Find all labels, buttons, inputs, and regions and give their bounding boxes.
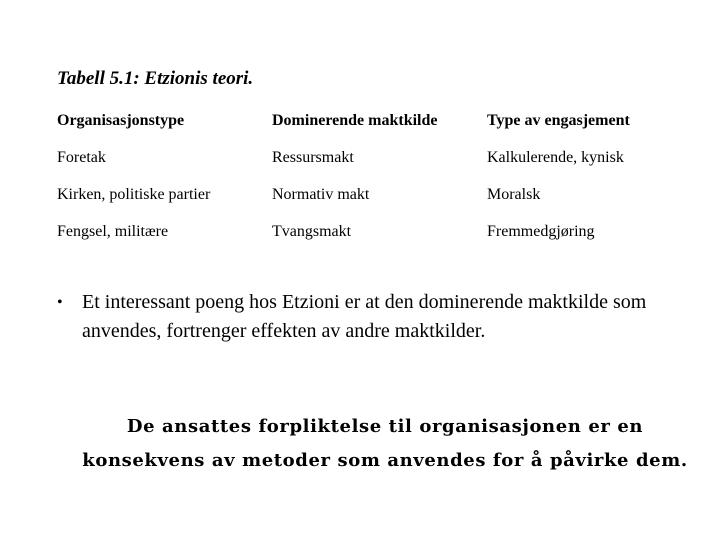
table-row	[57, 176, 667, 213]
table-row	[57, 213, 667, 250]
bullet-point	[57, 288, 697, 346]
table-cell: Kirken, politiske partier	[57, 185, 211, 203]
table-cell: Foretak	[57, 148, 106, 166]
table-row	[57, 139, 667, 176]
table-cell: Ressursmakt	[272, 148, 354, 166]
table-cell: Kalkulerende, kynisk	[487, 148, 624, 166]
header-type-av-engasjement: Type av engasjement	[487, 111, 630, 129]
conclusion-text: De ansattes forpliktelse til organisasjonen er en konsekvens av metoder som anvendes for å påvirke dem.	[82, 416, 688, 471]
table-cell: Fengsel, militære	[57, 222, 169, 240]
bullet-text: Et interessant poeng hos Etzioni er at den dominerende maktkilde som anvendes, fortrenger effekten av andre maktkilder.	[82, 291, 647, 342]
table-title: Tabell 5.1: Etzionis teori.	[57, 68, 254, 89]
etzioni-table	[57, 102, 667, 250]
table-header-row	[57, 102, 667, 139]
header-dominerende-maktkilde: Dominerende maktkilde	[272, 111, 438, 129]
table-cell: Tvangsmakt	[272, 222, 352, 240]
header-organisasjonstype: Organisasjonstype	[57, 111, 185, 129]
bullet-icon: •	[57, 294, 63, 311]
table-cell: Fremmedgjøring	[487, 222, 595, 240]
table-cell: Moralsk	[487, 185, 541, 203]
table-cell: Normativ makt	[272, 185, 370, 203]
